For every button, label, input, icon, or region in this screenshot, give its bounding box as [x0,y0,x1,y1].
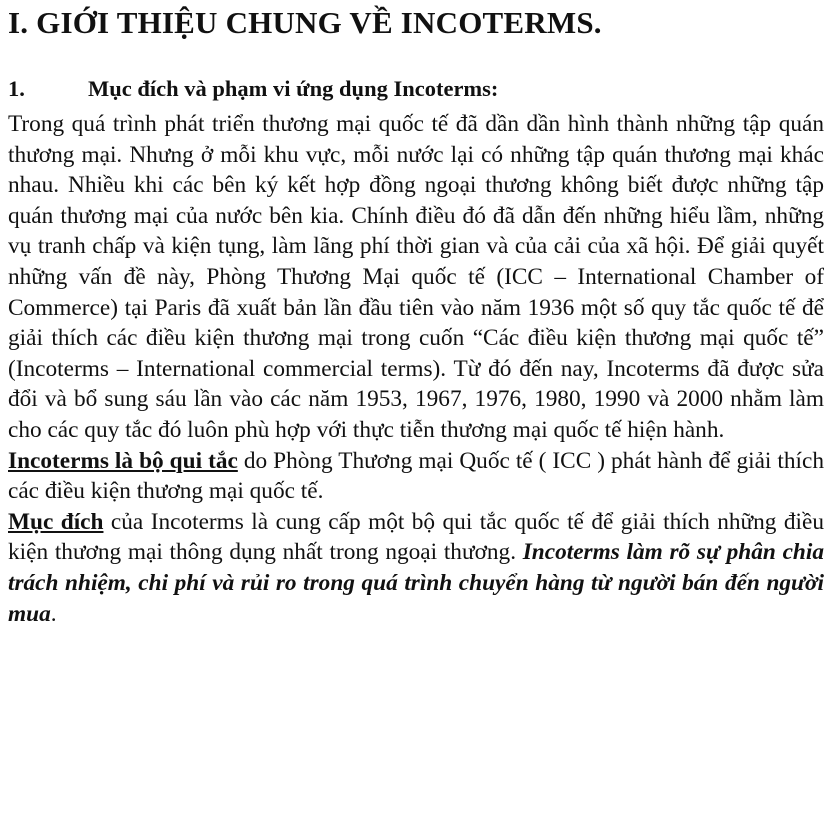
definition-lead: Incoterms là bộ qui tắc [8,447,238,474]
paragraph-definition [8,446,824,507]
purpose-emphasis: Incoterms làm rõ sự phân chia trách nhiệm, chi phí và rủi ro trong quá trình chuyển hàng từ người bán đến người mua [8,539,824,627]
paragraph-history: Trong quá trình phát triển thương mại quốc tế đã dần dần hình thành những tập quán thương mại. Nhưng ở mỗi khu vực, mỗi nước lại có những tập quán thương mại khác nhau. Nhiều khi các bên ký kết hợp đồng ngoại thương không biết được những tập quán thương mại của nước bên kia. Chính điều đó đã dẫn đến những hiểu lầm, những vụ tranh chấp và kiện tụng, làm lãng phí thời gian và của cải của xã hội. Để giải quyết những vấn đề này, Phòng Thương Mại quốc tế (ICC – International Chamber of Commerce) tại Paris đã xuất bản lần đầu tiên vào năm 1936 một số quy tắc quốc tế để giải thích các điều kiện thương mại trong cuốn “Các điều kiện thương mại quốc tế” (Incoterms – International commercial terms). Từ đó đến nay, Incoterms đã được sửa đổi và bổ sung sáu lần vào các năm 1953, 1967, 1976, 1980, 1990 và 2000 nhằm làm cho các quy tắc đó luôn phù hợp với thực tiễn thương mại quốc tế hiện hành. [8,111,824,443]
document-title: I. GIỚI THIỆU CHUNG VỀ INCOTERMS. [8,5,602,40]
purpose-text: của Incoterms là cung cấp một bộ qui tắc quốc tế để giải thích những điều kiện thương mại thông dụng nhất trong ngoại thương. [8,508,824,566]
body-text [8,109,824,629]
section-number: 1. [8,76,25,101]
section-heading [8,75,498,103]
definition-text: do Phòng Thương mại Quốc tế ( ICC ) phát hành để giải thích các điều kiện thương mại quốc tế. [8,447,824,505]
purpose-lead: Mục đích [8,508,104,535]
section-heading-text: Mục đích và phạm vi ứng dụng Incoterms: [88,76,499,101]
paragraph-purpose [8,507,824,629]
purpose-end: . [50,600,57,627]
